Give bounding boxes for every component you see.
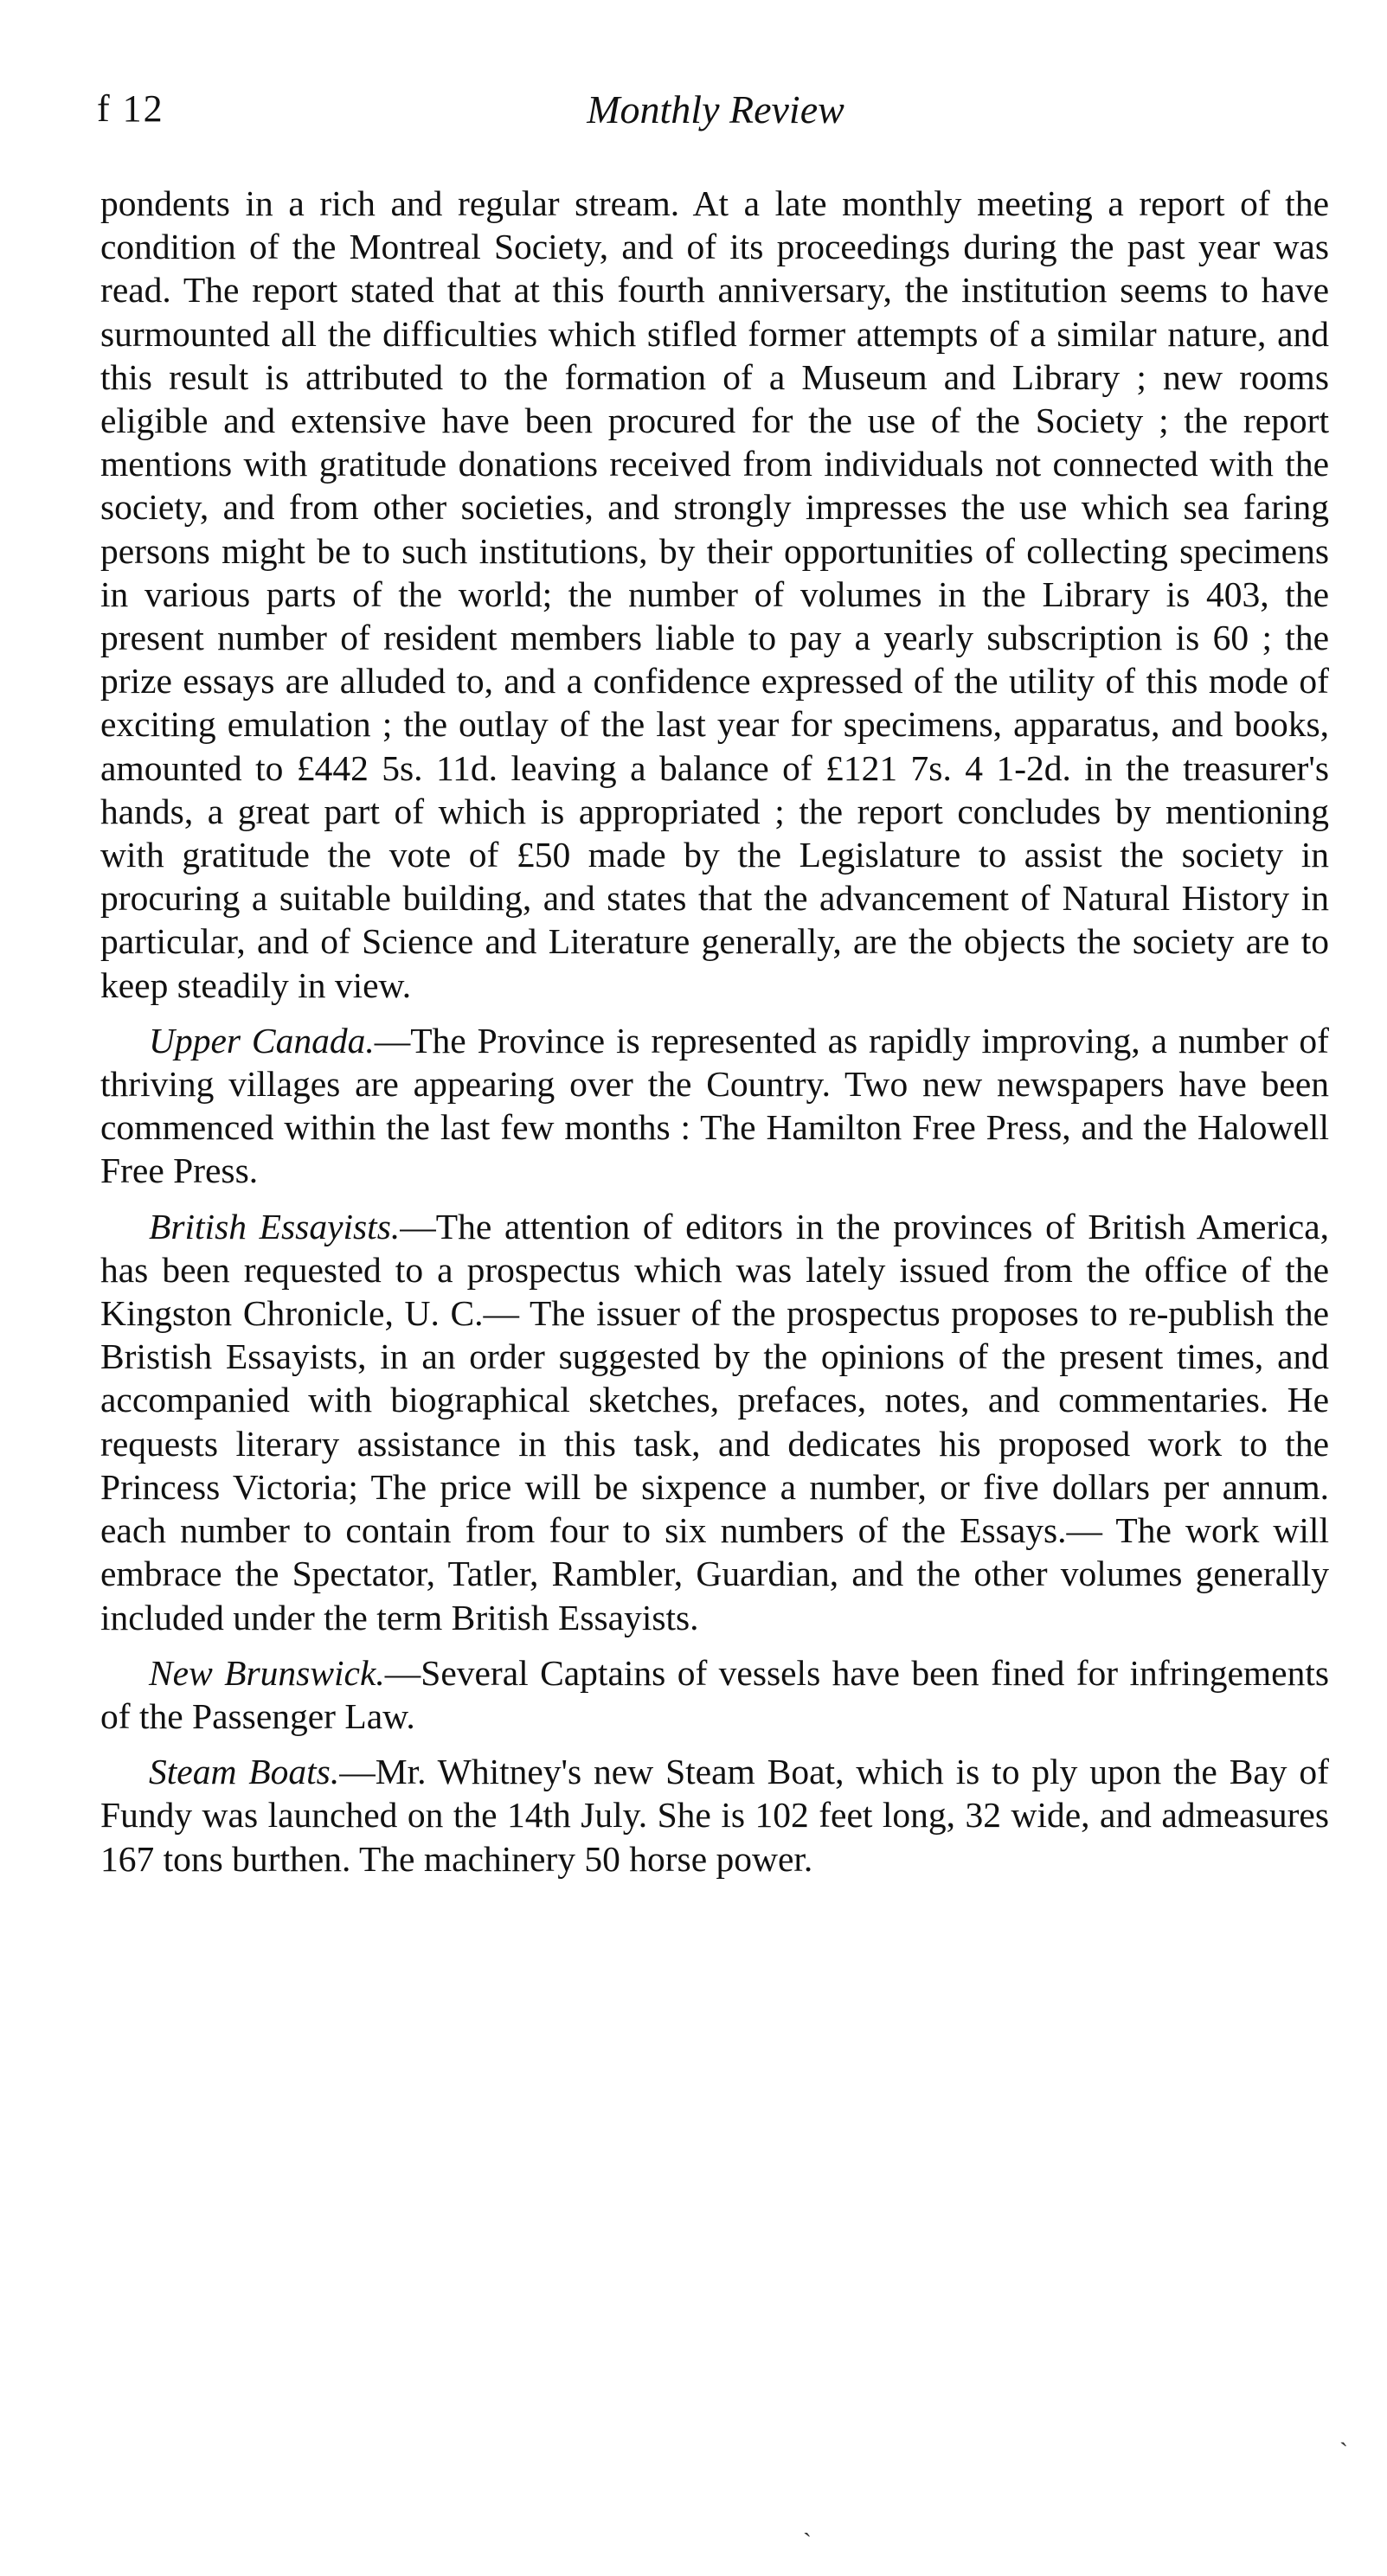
- paragraph-montreal-society: [100, 182, 1329, 1007]
- bottom-ink-mark: ˎ: [803, 2509, 812, 2537]
- paragraph-text: —Several Captains of vessels have been fined for infringements of the Passenger Law.: [100, 1652, 1329, 1736]
- article-body: [100, 182, 1329, 1893]
- paragraph-british-essayists: [100, 1205, 1329, 1639]
- paragraph-lead: Steam Boats.: [149, 1752, 340, 1792]
- page-number: f 12: [97, 87, 164, 130]
- paragraph-steam-boats: [100, 1750, 1329, 1881]
- paragraph-text: —The attention of editors in the provinces of British America, has been requested to a prospectus which was lately issued from the office of the Kingston Chronicle, U. C.— The issuer of the prospectus proposes to re-publish the Bristish Essayists, in an order suggested by the opinions of the present times, and accompanied with biographical sketches, prefaces, notes, and commentaries. He requests literary assistance in this task, and dedicates his proposed work to the Princess Victoria; The price will be sixpence a number, or five dollars per annum. each number to contain from four to six numbers of the Essays.— The work will embrace the Spectator, Tatler, Rambler, Guardian, and the other volumes generally included under the term British Essayists.: [100, 1206, 1329, 1637]
- paragraph-lead: New Brunswick.: [149, 1652, 385, 1693]
- paragraph-upper-canada: [100, 1019, 1329, 1193]
- paragraph-text: —Mr. Whitney's new Steam Boat, which is to ply upon the Bay of Fundy was launched on the 14th July. She is 102 feet long, 32 wide, and admeasures 167 tons burthen. The machinery 50 horse power.: [100, 1752, 1329, 1879]
- running-head: [97, 87, 1334, 147]
- running-title: Monthly Review: [587, 87, 844, 131]
- margin-ink-mark: `: [1339, 2438, 1348, 2466]
- paragraph-new-brunswick: [100, 1651, 1329, 1738]
- paragraph-text: pondents in a rich and regular stream. At a late monthly meeting a report of the condition of the Montreal Society, and of its proceedings during the past year was read. The report stated that at this fourth anniversary, the institution seems to have surmounted all the difficulties which stifled former attempts of a similar nature, and this result is attributed to the formation of a Museum and Library ; new rooms eligible and extensive have been procured for the use of the Society ; the report mentions with gratitude donations received from individuals not connected with the society, and from other societies, and strongly impresses the use which sea faring persons might be to such institutions, by their opportunities of collecting specimens in various parts of the world; the number of volumes in the Library is 403, the present number of resident members liable to pay a yearly subscription is 60 ; the prize essays are alluded to, and a confidence expressed of the utility of this mode of exciting emulation ; the outlay of the last year for specimens, apparatus, and books, amounted to £442 5s. 11d. leaving a balance of £121 7s. 4 1-2d. in the treasurer's hands, a great part of which is appropriated ; the report concludes by mentioning with gratitude the vote of £50 made by the Legislature to assist the society in procuring a suitable building, and states that the advancement of Natural History in particular, and of Science and Literature generally, are the objects the society are to keep steadily in view.: [100, 183, 1329, 1005]
- paragraph-text: —The Province is represented as rapidly improving, a number of thriving villages are appearing over the Country. Two new newspapers have been commenced within the last few months : The Hamilton Free Press, and the Halowell Free Press.: [100, 1020, 1329, 1191]
- paragraph-lead: British Essayists.: [149, 1206, 401, 1246]
- paragraph-lead: Upper Canada.: [149, 1020, 375, 1061]
